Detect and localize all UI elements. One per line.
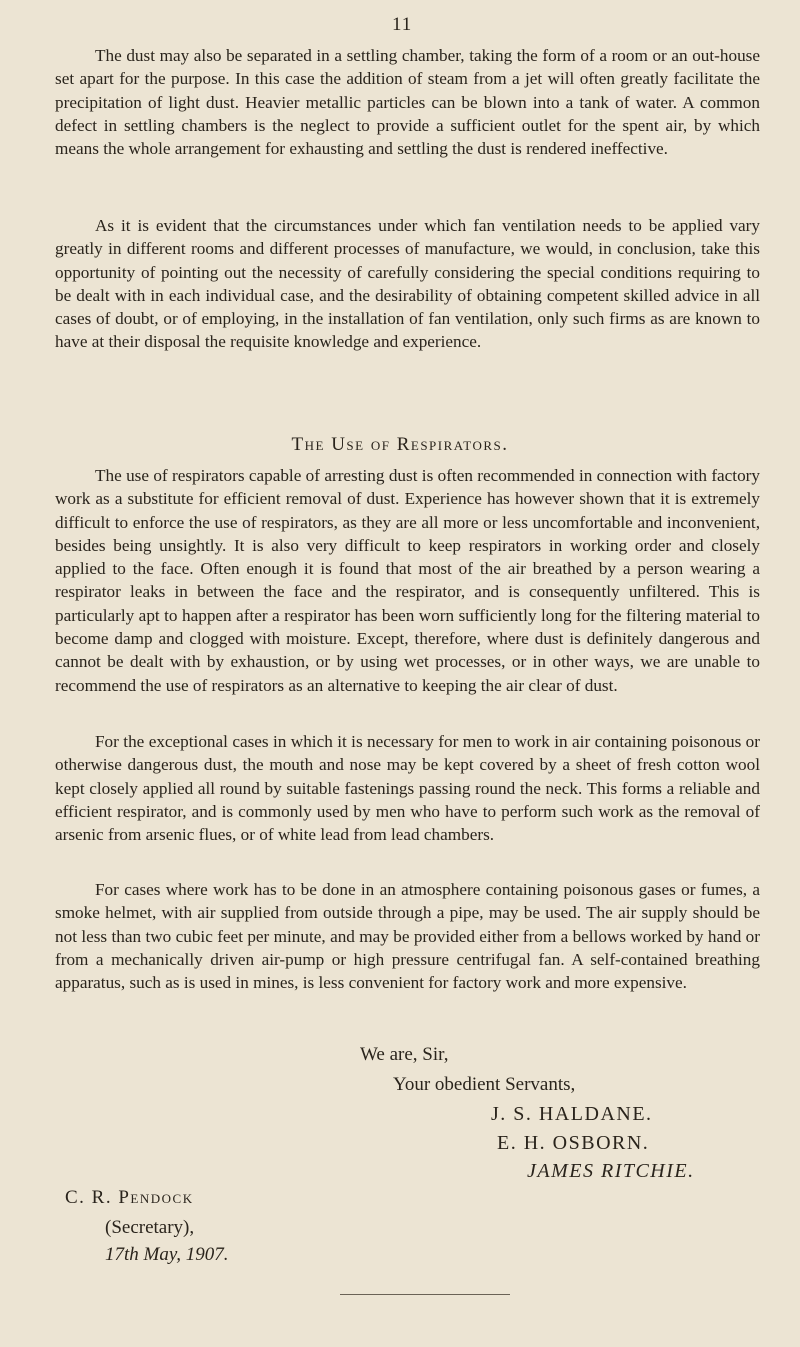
paragraph-settling-chamber: The dust may also be separated in a settling chamber, taking the form of a room or an out-house set apart for the purpose. In this case the addition of steam from a jet will often greatly facilitate the precipitation of light dust. Heavier metallic particles can be blown into a tank of water. A common defect in settling chambers is the neglect to provide a sufficient outlet for the spent air, by which means the whole arrangement for exhausting and settling the dust is rendered ineffective. xyxy=(55,46,760,159)
closing-servants: Your obedient Servants, xyxy=(393,1074,576,1095)
secretary-name: C. R. Pendock xyxy=(65,1187,194,1208)
closing-salutation: We are, Sir, xyxy=(360,1044,449,1065)
signatory-haldane: J. S. HALDANE. xyxy=(491,1103,653,1125)
paragraph-smoke-helmet: For cases where work has to be done in an atmosphere containing poisonous gases or fumes, a smoke helmet, with air supplied from outside through a pipe, may be used. The air supply should be not less than two cubic feet per minute, and may be provided either from a bellows worked by hand or from a mechanically driven air-pump or high pressure centrifugal fan. A self-contained breathing apparatus, such as is used in mines, is less convenient for factory work and more expensive. xyxy=(55,880,760,993)
signatory-osborn: E. H. OSBORN. xyxy=(497,1132,650,1154)
page-number: 11 xyxy=(392,14,413,35)
paragraph-respirator-use: The use of respirators capable of arresting dust is often recommended in connection with factory work as a substitute for efficient removal of dust. Experience has however shown that it is extremely difficult to enforce the use of respirators, as they are all more or less uncomfortable and inconvenient, besides being unsightly. It is also very difficult to keep respirators in working order and closely applied to the face. Often enough it is found that most of the air breathed by a person wearing a respirator leaks in between the face and the respirator, and is consequently unfiltered. This is particularly apt to happen after a respirator has been worn sufficiently long for the filtering material to become damp and clogged with moisture. Except, therefore, where dust is definitely dangerous and cannot be dealt with by exhaustion, or by using wet processes, or in other ways, we are unable to recommend the use of respirators as an alternative to keeping the air clear of dust. xyxy=(55,466,760,695)
section-heading-respirators: The Use of Respirators. xyxy=(291,434,509,455)
document-date: 17th May, 1907. xyxy=(105,1244,229,1265)
paragraph-exceptional-cases: For the exceptional cases in which it is necessary for men to work in air containing poisonous or otherwise dangerous dust, the mouth and nose may be kept covered by a sheet of fresh cotton wool kept closely applied all round by suitable fastenings passing round the neck. This forms a reliable and efficient respirator, and is commonly used by men who have to perform such work as the removal of arsenic from arsenic flues, or of white lead from lead chambers. xyxy=(55,732,760,845)
signatory-ritchie: JAMES RITCHIE. xyxy=(527,1160,695,1182)
secretary-title: (Secretary), xyxy=(105,1217,195,1238)
paragraph-fan-ventilation: As it is evident that the circumstances under which fan ventilation needs to be applied vary greatly in different rooms and different processes of manufacture, we would, in conclusion, take this opportunity of pointing out the necessity of carefully considering the special conditions requiring to be dealt with in each individual case, and the desirability of obtaining competent skilled advice in all cases of doubt, or of employing, in the installation of fan ventilation, only such firms as are known to have at their disposal the requisite knowledge and experience. xyxy=(55,216,760,352)
end-rule xyxy=(340,1294,510,1295)
